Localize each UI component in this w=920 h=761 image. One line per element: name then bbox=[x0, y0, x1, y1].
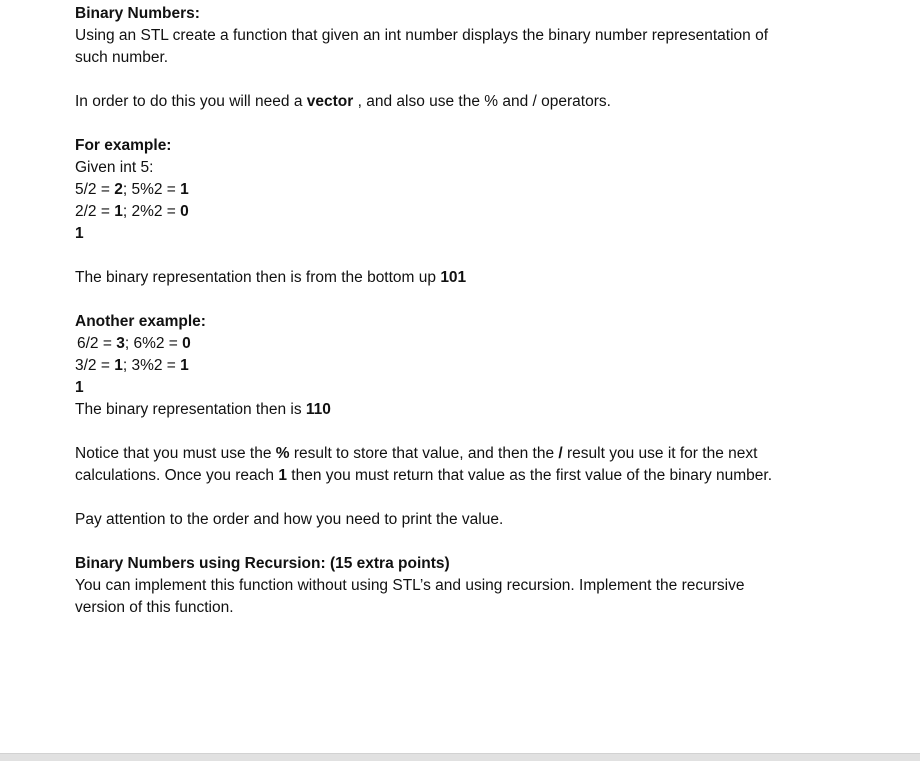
requirement-line bbox=[75, 91, 875, 113]
notice-text: result to store that value, and then the bbox=[289, 445, 559, 462]
recursion-heading: Binary Numbers using Recursion: (15 extra points) bbox=[75, 555, 450, 572]
spacer bbox=[75, 487, 875, 509]
attention-line: Pay attention to the order and how you need to print the value. bbox=[75, 511, 504, 528]
document-content bbox=[75, 3, 875, 619]
notice-text: result you use it for the next bbox=[562, 445, 758, 462]
intro-line-2: such number. bbox=[75, 49, 169, 66]
result-text: The binary representation then is bbox=[75, 401, 306, 418]
step-remainder: 1 bbox=[180, 357, 189, 374]
notice-text: Notice that you must use the bbox=[75, 445, 276, 462]
spacer bbox=[75, 245, 875, 267]
step-text: ; 5%2 = bbox=[122, 181, 181, 198]
step-remainder: 0 bbox=[180, 203, 189, 220]
example-2-result bbox=[75, 399, 875, 421]
notice-operator-divide: / bbox=[558, 445, 563, 462]
example-1-last-value: 1 bbox=[75, 225, 84, 242]
spacer bbox=[75, 69, 875, 91]
notice-value-one: 1 bbox=[278, 467, 287, 484]
example-1-result bbox=[75, 267, 875, 289]
notice-line-2 bbox=[75, 465, 875, 487]
result-text: The binary representation then is from the bottom up bbox=[75, 269, 441, 286]
step-quotient: 1 bbox=[114, 357, 123, 374]
example-2-last-value: 1 bbox=[75, 379, 84, 396]
requirement-text-before: In order to do this you will need a bbox=[75, 93, 307, 110]
step-text: ; 2%2 = bbox=[122, 203, 181, 220]
step-text: 3/2 = bbox=[75, 357, 115, 374]
result-value: 101 bbox=[440, 269, 467, 286]
example-1-step-2 bbox=[75, 201, 875, 223]
recursion-line-2: version of this function. bbox=[75, 599, 234, 616]
step-text: 2/2 = bbox=[75, 203, 115, 220]
step-quotient: 1 bbox=[114, 203, 123, 220]
notice-text: calculations. Once you reach bbox=[75, 467, 279, 484]
spacer bbox=[75, 289, 875, 311]
notice-line-1 bbox=[75, 443, 875, 465]
step-text: 5/2 = bbox=[75, 181, 115, 198]
example-2-step-2 bbox=[75, 355, 875, 377]
notice-text: then you must return that value as the first value of the binary number. bbox=[286, 467, 773, 484]
step-remainder: 1 bbox=[180, 181, 189, 198]
spacer bbox=[75, 421, 875, 443]
step-text: ; 3%2 = bbox=[122, 357, 181, 374]
spacer bbox=[75, 531, 875, 553]
intro-line-1: Using an STL create a function that given an int number displays the binary number representation of bbox=[75, 27, 769, 44]
notice-operator-modulo: % bbox=[275, 445, 290, 462]
spacer bbox=[75, 113, 875, 135]
example-1-heading: For example: bbox=[75, 137, 172, 154]
result-value: 110 bbox=[305, 401, 331, 418]
step-text: 6/2 = bbox=[77, 335, 117, 352]
requirement-text-after: , and also use the % and / operators. bbox=[353, 93, 611, 110]
step-quotient: 2 bbox=[114, 181, 123, 198]
section-title-binary-numbers: Binary Numbers: bbox=[75, 5, 200, 22]
recursion-line-1: You can implement this function without using STL’s and using recursion. Implement the recursive bbox=[75, 577, 745, 594]
step-text: ; 6%2 = bbox=[124, 335, 183, 352]
step-remainder: 0 bbox=[182, 335, 191, 352]
page-bottom-edge bbox=[0, 753, 920, 761]
example-1-given: Given int 5: bbox=[75, 159, 154, 176]
example-2-heading: Another example: bbox=[75, 313, 206, 330]
example-1-step-1 bbox=[75, 179, 875, 201]
step-quotient: 3 bbox=[116, 335, 125, 352]
example-2-step-1 bbox=[75, 333, 875, 355]
requirement-keyword-vector: vector bbox=[306, 93, 354, 110]
